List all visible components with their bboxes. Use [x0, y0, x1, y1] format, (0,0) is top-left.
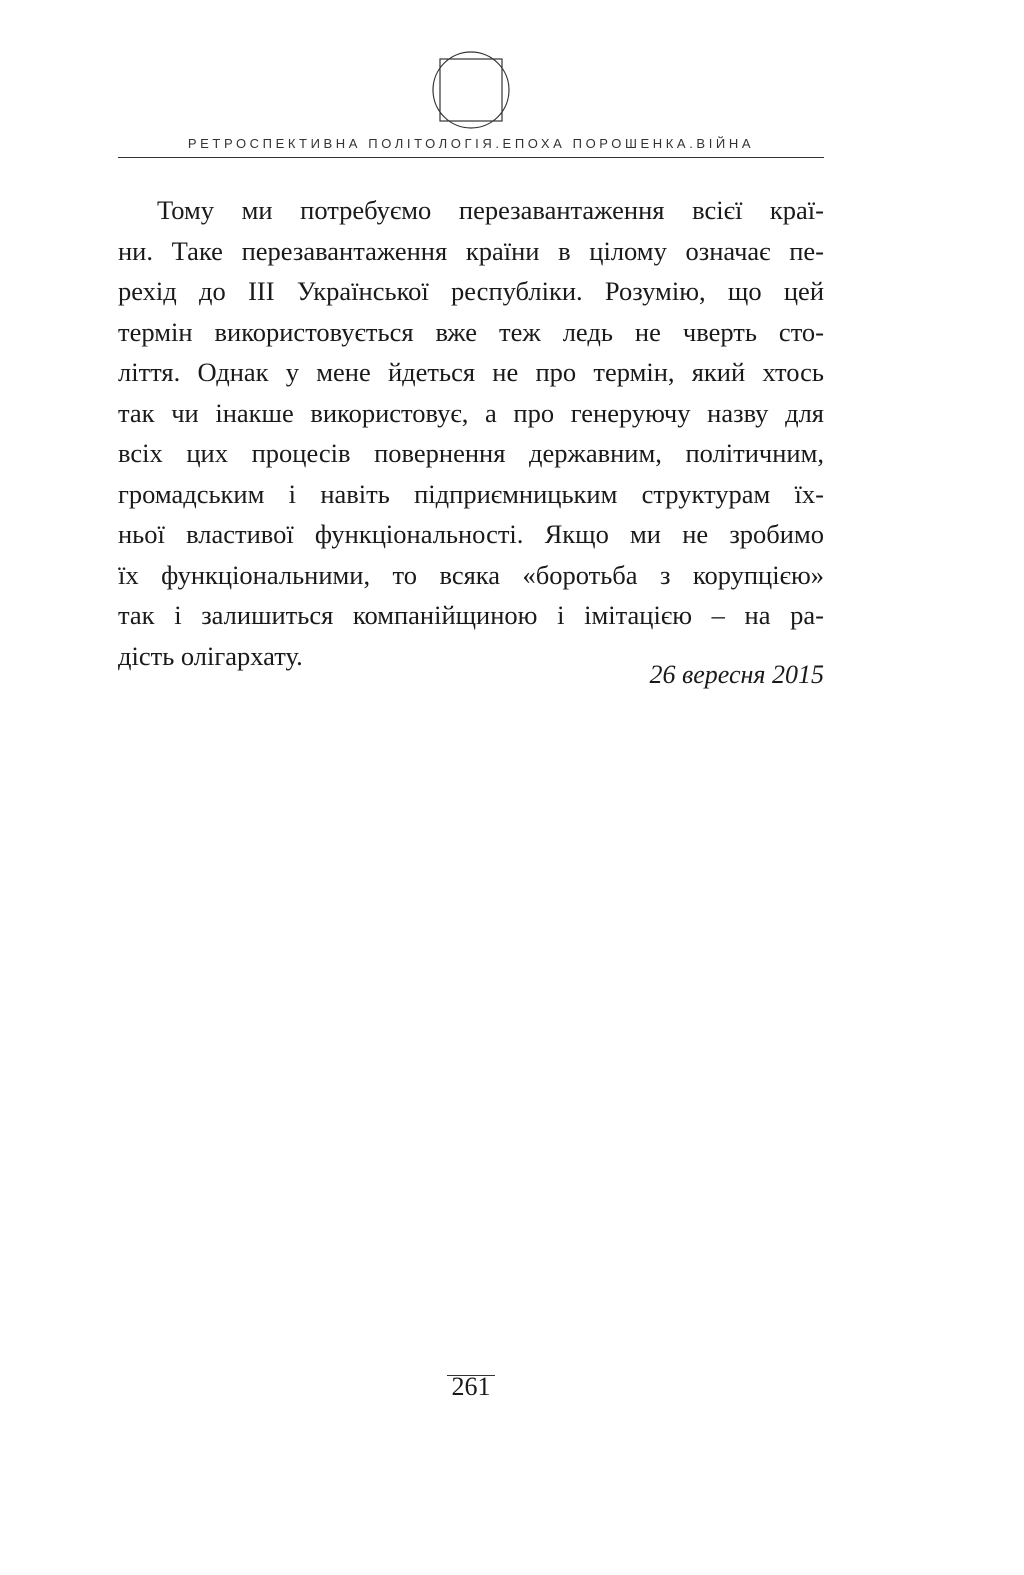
paragraph-line: громадським і навіть підприємницьким структурам їх-: [118, 478, 824, 509]
paragraph-line: їх функціональними, то всяка «боротьба з корупцією»: [118, 559, 824, 590]
article-date: 26 вересня 2015: [649, 660, 824, 689]
paragraph-line: ни. Таке перезавантаження країни в цілому означає пе-: [118, 235, 824, 266]
paragraph-line: рехід до ІІІ Української республіки. Розумію, що цей: [118, 276, 824, 306]
running-header-title: РЕТРОСПЕКТИВНА ПОЛІТОЛОГІЯ.ЕПОХА ПОРОШЕНКА.ВІЙНА: [187, 136, 755, 151]
paragraph-line: дість олігархату.: [118, 640, 303, 671]
body-paragraph: [118, 190, 824, 676]
header-divider: [118, 157, 824, 158]
paragraph-line: всіх цих процесів повернення державним, політичним,: [118, 438, 824, 468]
circle-square-emblem-icon: [431, 50, 511, 130]
paragraph-line: ліття. Однак у мене йдеться не про термін, який хтось: [118, 357, 824, 387]
paragraph-line: Тому ми потребуємо перезавантаження всієї краї-: [157, 195, 824, 225]
paragraph-line: термін використовується вже теж ледь не чверть сто-: [118, 316, 824, 347]
paragraph-line: так і залишиться компанійщиною і імітацією – на ра-: [118, 600, 824, 630]
paragraph-line: ньої властивої функціональності. Якщо ми не зробимо: [118, 519, 824, 549]
page-number: 261: [451, 1372, 491, 1401]
paragraph-line: так чи інакше використовує, а про генеруючу назву для: [118, 397, 824, 428]
